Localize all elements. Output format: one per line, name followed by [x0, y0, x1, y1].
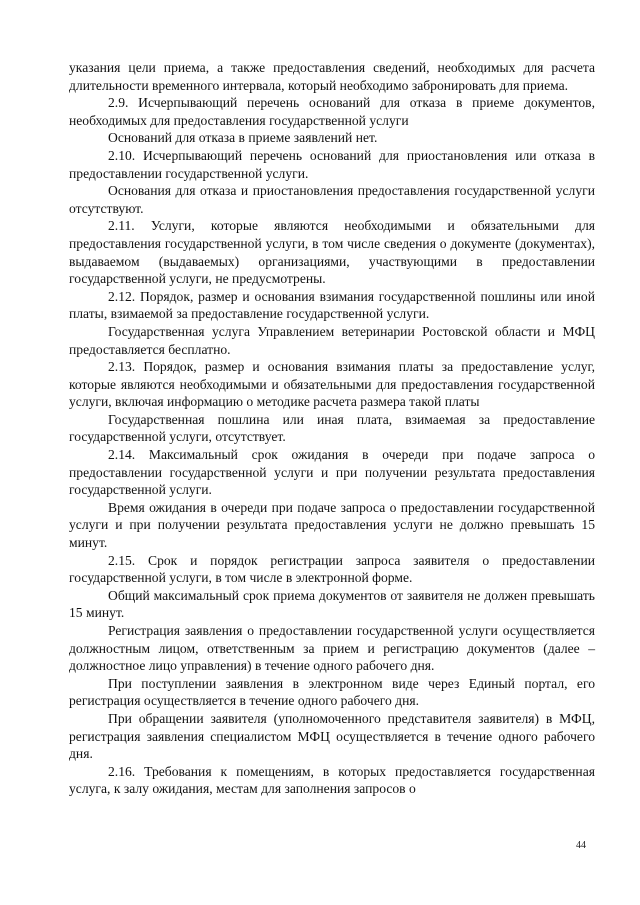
paragraph: Государственная пошлина или иная плата, взимаемая за предоставление государственной услуги, отсутствует. — [69, 411, 595, 445]
paragraph: Оснований для отказа в приеме заявлений нет. — [108, 130, 378, 146]
paragraph: При поступлении заявления в электронном виде через Единый портал, его регистрация осуществляется в течение одного рабочего дня. — [69, 675, 595, 709]
paragraph: При обращении заявителя (уполномоченного представителя заявителя) в МФЦ, регистрация заявления специалистом МФЦ осуществляется в течение одного рабочего дня. — [69, 710, 595, 762]
paragraph-2-12-heading: 2.12. Порядок, размер и основания взимания государственной пошлины или иной платы, взимаемой за предоставление государственной услуги. — [69, 288, 595, 322]
paragraph: Регистрация заявления о предоставлении государственной услуги осуществляется должностным лицом, ответственным за прием и регистрацию документов (далее – должностное лицо управления) в течение одного рабочего дня. — [69, 623, 595, 674]
paragraph-2-16-heading: 2.16. Требования к помещениям, в которых предоставляется государственная услуга, к залу ожидания, местам для заполнения запросов о — [69, 763, 595, 797]
paragraph-2-13-heading: 2.13. Порядок, размер и основания взимания платы за предоставление услуг, которые являются необходимыми и обязательными для предоставления государственной услуги, включая информацию о методике расчета размера такой платы — [69, 359, 595, 410]
paragraph-2-14-heading: 2.14. Максимальный срок ожидания в очереди при подаче запроса о предоставлении государственной услуги и при получении результата предоставления государственной услуги. — [69, 447, 595, 498]
paragraph-2-15-heading: 2.15. Срок и порядок регистрации запроса заявителя о предоставлении государственной услуги, в том числе в электронной форме. — [69, 552, 595, 586]
paragraph-2-10-heading: 2.10. Исчерпывающий перечень оснований для приостановления или отказа в предоставлении государственной услуги. — [69, 147, 595, 181]
paragraph-continuation: указания цели приема, а также предоставления сведений, необходимых для расчета длительности временного интервала, который необходимо забронировать для приема. — [69, 60, 595, 93]
paragraph-2-11-heading: 2.11. Услуги, которые являются необходимыми и обязательными для предоставления государственной услуги, в том числе сведения о документе (документах), выдаваемом (выдаваемых) организациями, участвующими в предоставлении государственной услуги, не предусмотрены. — [69, 218, 595, 287]
page-number: 44 — [576, 840, 586, 851]
paragraph: Основания для отказа и приостановления предоставления государственной услуги отсутствуют. — [69, 183, 595, 216]
paragraph: Общий максимальный срок приема документов от заявителя не должен превышать 15 минут. — [69, 587, 595, 621]
paragraph: Время ожидания в очереди при подаче запроса о предоставлении государственной услуги и при получении результата предоставления услуги не должно превышать 15 минут. — [69, 499, 595, 551]
paragraph-2-9-heading: 2.9. Исчерпывающий перечень оснований для отказа в приеме документов, необходимых для предоставления государственной услуги — [69, 95, 595, 128]
body-text — [69, 59, 595, 798]
paragraph: Государственная услуга Управлением ветеринарии Ростовской области и МФЦ предоставляется бесплатно. — [69, 323, 595, 357]
